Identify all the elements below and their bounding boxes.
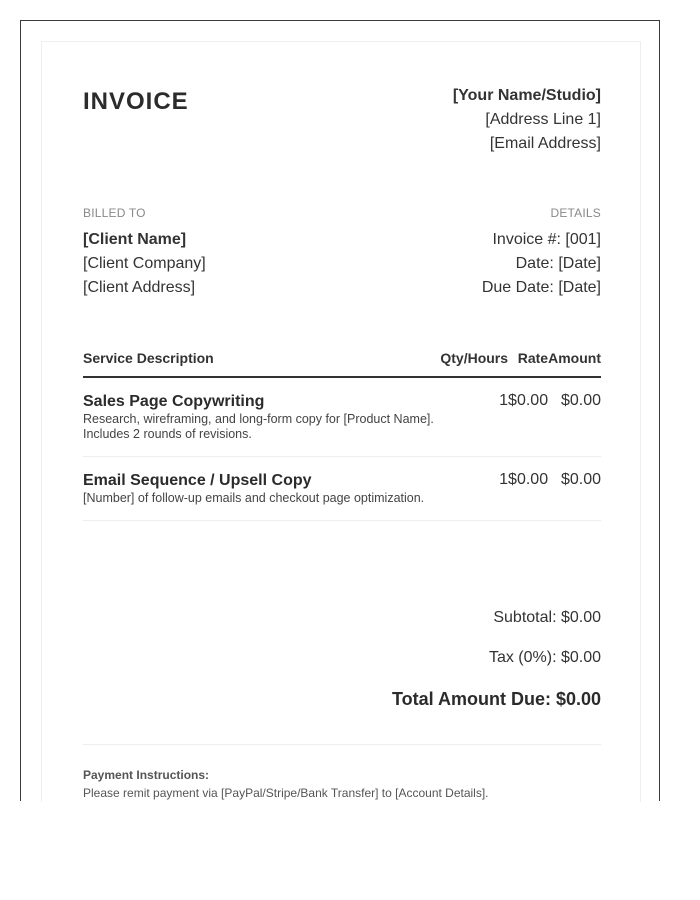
studio-address: [Address Line 1] xyxy=(485,111,601,128)
client-address: [Client Address] xyxy=(83,279,196,296)
item-qty: 1 xyxy=(437,377,508,457)
invoice-number: Invoice #: [001] xyxy=(492,231,601,248)
item-amount: $0.00 xyxy=(548,377,601,457)
col-header-qty: Qty/Hours xyxy=(437,344,508,377)
details-block xyxy=(482,206,601,300)
client-company: [Client Company] xyxy=(83,255,206,272)
item-rate: $0.00 xyxy=(508,457,548,521)
table-row xyxy=(83,377,601,457)
col-header-description: Service Description xyxy=(83,344,437,377)
payment-instructions-text: Please remit payment via [PayPal/Stripe/Bank Transfer] to [Account Details]. xyxy=(83,786,489,800)
item-description-cell xyxy=(83,457,437,521)
billing-section xyxy=(83,206,601,306)
item-amount: $0.00 xyxy=(548,457,601,521)
totals-block xyxy=(83,608,601,710)
table-header-row xyxy=(83,344,601,377)
payment-instructions-label: Payment Instructions: xyxy=(83,768,210,782)
invoice-sheet xyxy=(41,41,641,802)
billed-to-block xyxy=(83,206,206,300)
document-frame xyxy=(20,20,660,801)
client-name: [Client Name] xyxy=(83,231,187,248)
billed-to-label: BILLED TO xyxy=(83,206,146,220)
studio-email: [Email Address] xyxy=(489,135,601,152)
item-title: Email Sequence / Upsell Copy xyxy=(83,472,312,489)
item-description-cell xyxy=(83,377,437,457)
table-row xyxy=(83,457,601,521)
item-description: [Number] of follow-up emails and checkout page optimization. xyxy=(83,491,425,505)
line-items-table xyxy=(83,344,601,521)
total-amount-due: Total Amount Due: $0.00 xyxy=(391,689,601,709)
studio-name: [Your Name/Studio] xyxy=(452,87,601,104)
col-header-rate: Rate xyxy=(508,344,548,377)
subtotal: Subtotal: $0.00 xyxy=(493,609,601,626)
item-description: Research, wireframing, and long-form copy for [Product Name]. Includes 2 rounds of revisions. xyxy=(83,412,434,441)
invoice-due-date: Due Date: [Date] xyxy=(481,279,601,296)
item-rate: $0.00 xyxy=(508,377,548,457)
details-label: DETAILS xyxy=(550,206,601,220)
item-qty: 1 xyxy=(437,457,508,521)
invoice-header xyxy=(83,84,601,154)
col-header-amount: Amount xyxy=(548,344,601,377)
invoice-date: Date: [Date] xyxy=(515,255,601,272)
tax: Tax (0%): $0.00 xyxy=(488,649,601,666)
sender-block xyxy=(453,84,601,156)
invoice-title: INVOICE xyxy=(83,88,189,115)
item-title: Sales Page Copywriting xyxy=(83,393,265,410)
payment-footer xyxy=(83,744,601,801)
